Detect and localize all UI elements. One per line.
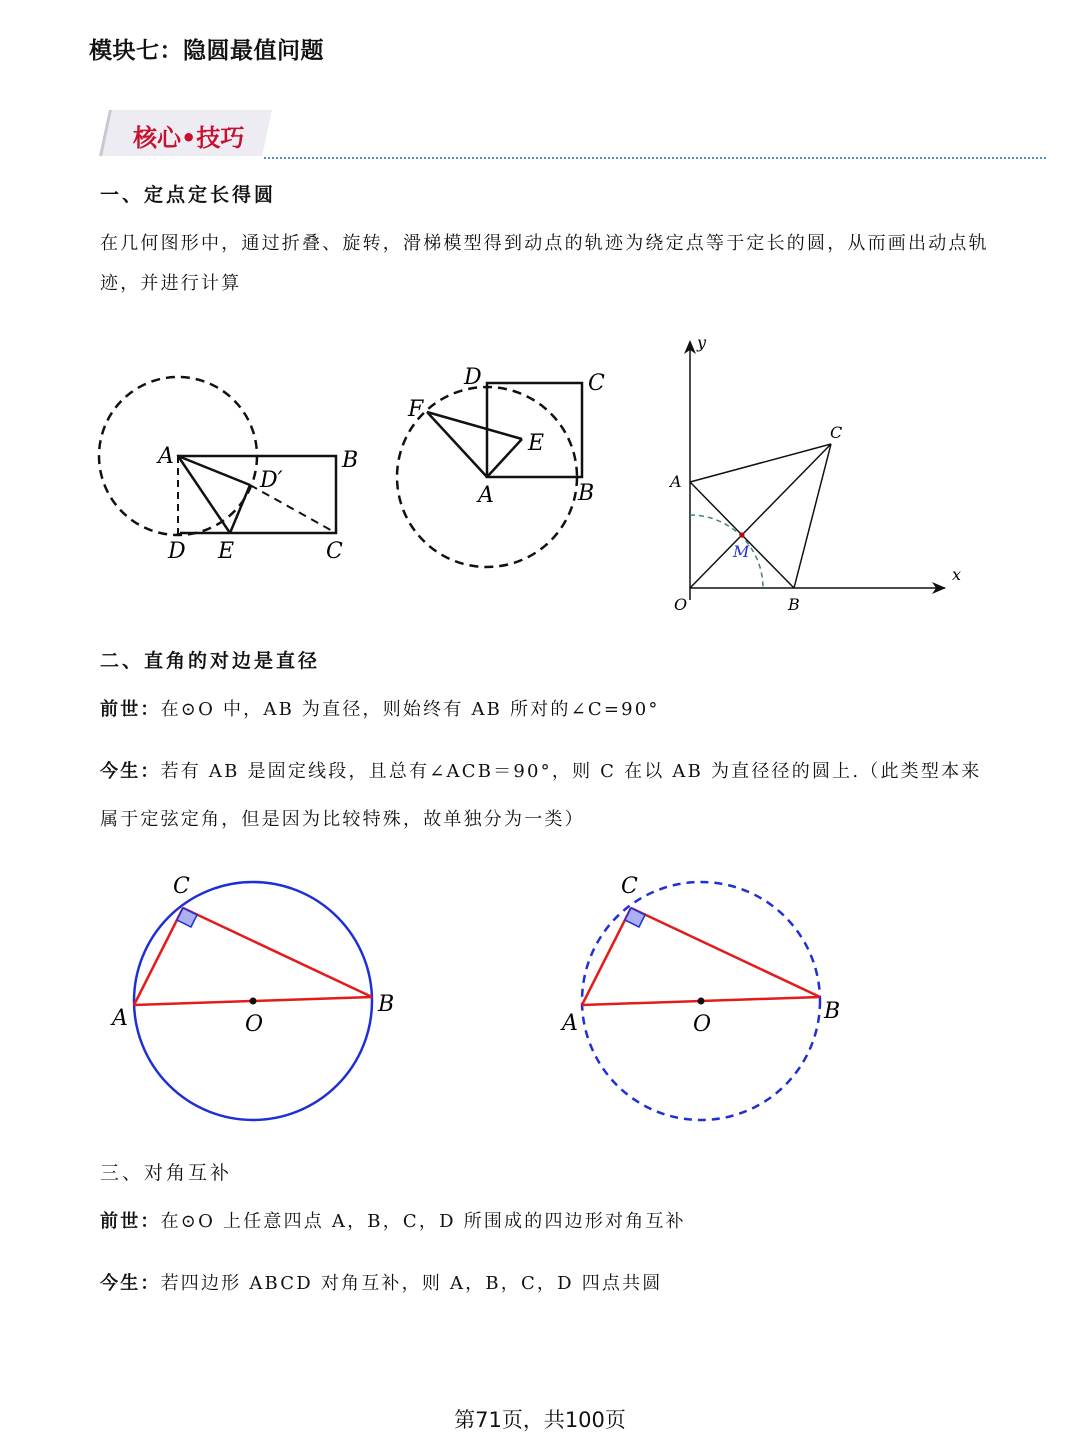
label-b: B: [578, 481, 595, 506]
center-point: [698, 998, 705, 1005]
figure-fold-rectangle: [90, 365, 380, 575]
page-title: 模块七：隐圆最值问题: [89, 38, 324, 64]
segment-bc: [794, 444, 831, 588]
label-a: A: [562, 1011, 578, 1036]
label-a: A: [478, 483, 494, 508]
label-d: D: [464, 365, 482, 390]
segment-d-prime-e: [230, 485, 250, 533]
right-angle-marker: [625, 908, 645, 927]
segment-ac: [690, 444, 831, 482]
past-label: 前世：: [100, 1211, 161, 1232]
section-3-past: [100, 1202, 990, 1242]
label-y: y: [697, 333, 707, 352]
segment-cb: [183, 908, 372, 997]
now-label: 今生：: [100, 761, 161, 782]
section-2-past: [100, 690, 990, 730]
label-f: F: [408, 397, 424, 422]
figure-circle-dashed: [548, 865, 868, 1125]
segment-ac: [582, 908, 631, 1005]
figure-circle-solid: [100, 865, 420, 1125]
dotted-divider: [264, 157, 1046, 159]
figure-rotation-square: [390, 360, 630, 575]
section-1-heading: 一、定点定长得圆: [100, 184, 277, 206]
right-angle-marker: [177, 908, 197, 927]
label-o: O: [674, 595, 688, 614]
page-footer: 第71页，共100页: [454, 1408, 626, 1432]
label-d-prime: D′: [260, 468, 283, 493]
now-text: 若有 AB 是固定线段，且总有∠ACB＝90°，则 C 在以 AB 为直径径的圆上.（此类型本来属于定弦定角，但是因为比较特殊，故单独分为一类）: [100, 761, 982, 830]
section-badge: [100, 110, 1050, 162]
point-m: [740, 533, 745, 538]
past-label: 前世：: [100, 699, 161, 720]
label-c: C: [621, 874, 638, 899]
past-text: 在⊙O 中，AB 为直径，则始终有 AB 所对的∠C=90°: [160, 699, 660, 720]
label-c: C: [588, 371, 605, 396]
label-a: A: [112, 1006, 128, 1031]
segment-fe: [427, 412, 522, 439]
segment-cb: [631, 908, 820, 997]
label-o: O: [245, 1012, 264, 1037]
label-b: B: [342, 448, 359, 473]
label-a: A: [670, 472, 682, 491]
now-text: 若四边形 ABCD 对角互补，则 A，B，C，D 四点共圆: [160, 1273, 663, 1294]
label-b: B: [788, 595, 800, 614]
label-x: x: [952, 565, 962, 584]
label-a: A: [158, 444, 174, 469]
label-d: D: [168, 539, 186, 564]
rectangle-abcd: [178, 456, 336, 533]
label-c: C: [173, 874, 190, 899]
label-c: C: [326, 539, 343, 564]
label-e: E: [218, 539, 235, 564]
section-3-heading: 三、对角互补: [100, 1162, 233, 1184]
figure-ladder-axes: [650, 330, 970, 620]
now-label: 今生：: [100, 1273, 161, 1294]
label-b: B: [378, 992, 395, 1017]
label-e: E: [528, 431, 545, 456]
label-o: O: [693, 1012, 712, 1037]
section-3-now: [100, 1264, 990, 1304]
section-2-heading: 二、直角的对边是直径: [100, 650, 321, 672]
section-2-now: [100, 748, 990, 844]
badge-label: 核心•技巧: [133, 124, 245, 152]
label-c: C: [830, 423, 843, 442]
label-b: B: [824, 999, 841, 1024]
center-point: [250, 998, 257, 1005]
label-m: M: [733, 542, 750, 561]
segment-ea: [487, 439, 522, 477]
past-text: 在⊙O 上任意四点 A，B，C，D 所围成的四边形对角互补: [160, 1211, 686, 1232]
section-1-body: 在几何图形中，通过折叠、旋转，滑梯模型得到动点的轨迹为绕定点等于定长的圆，从而画出动点轨迹，并进行计算: [100, 233, 989, 294]
